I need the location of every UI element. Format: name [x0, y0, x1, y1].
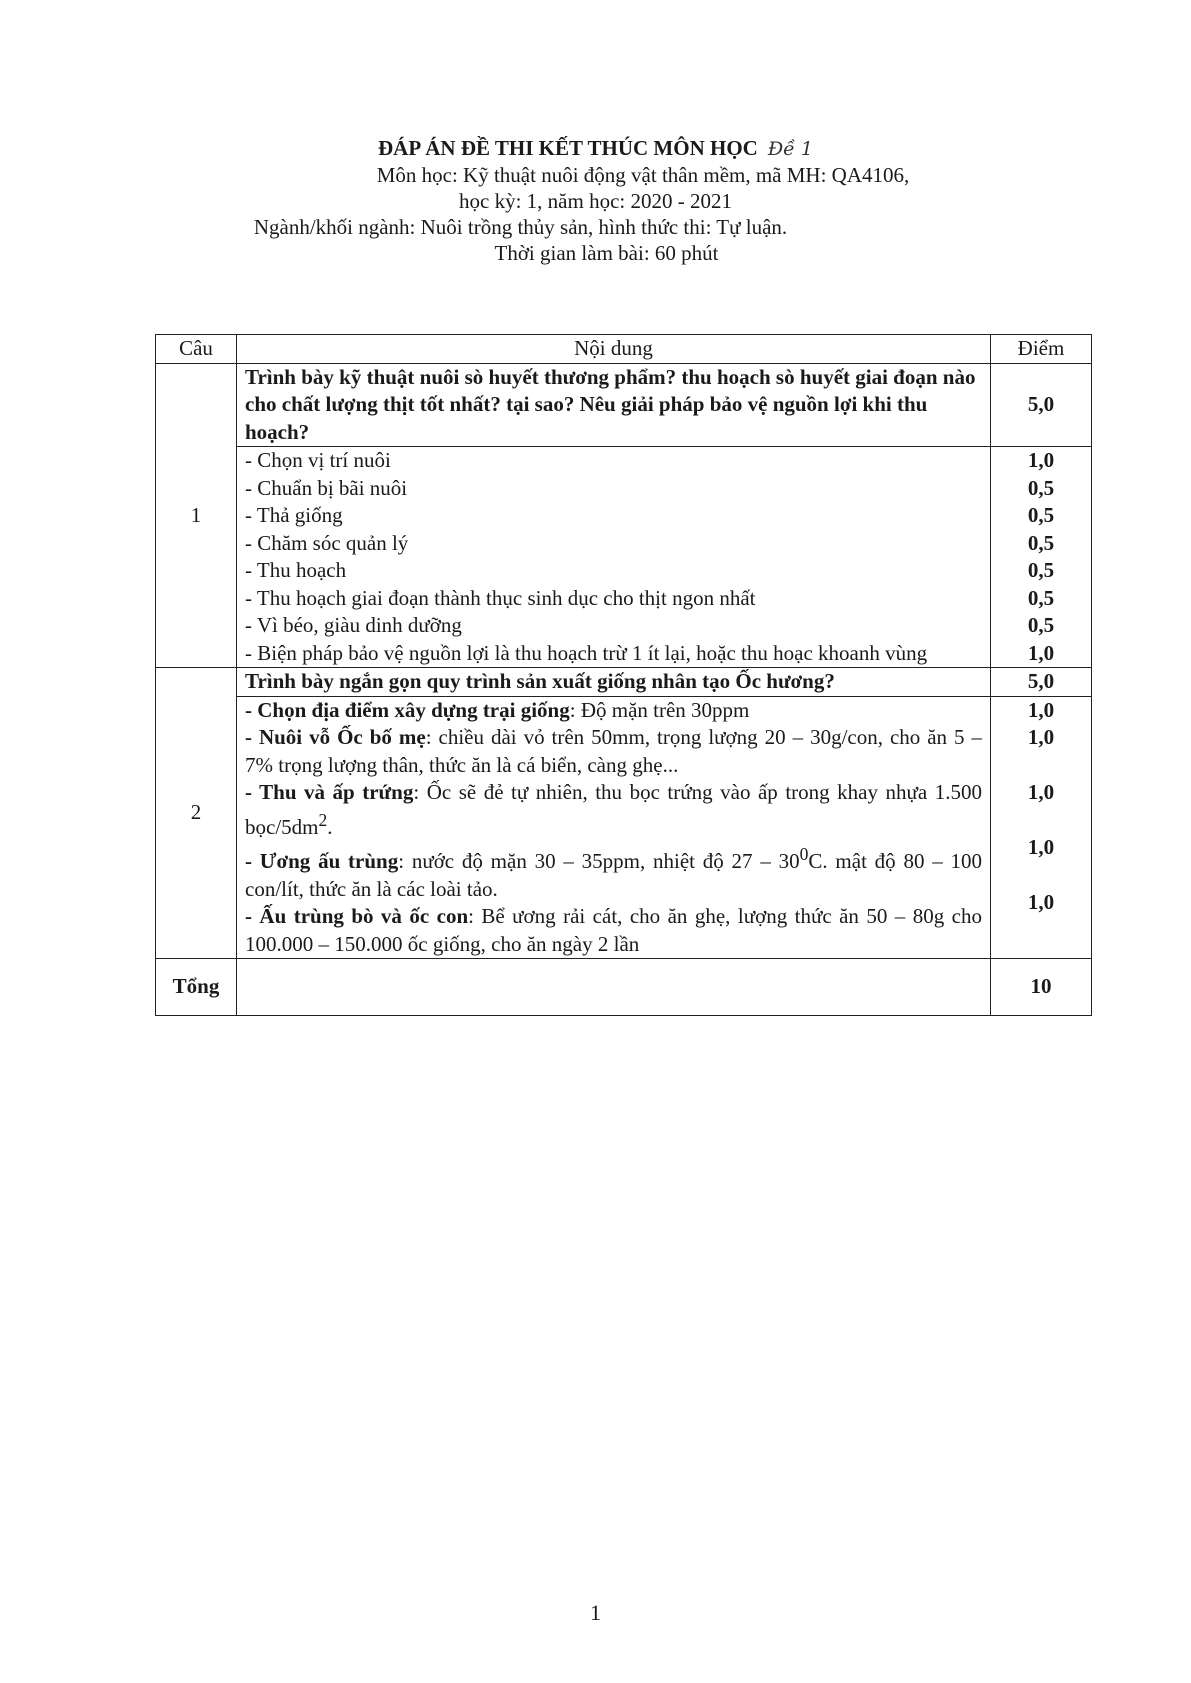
item-text: : Độ mặn trên 30ppm: [569, 697, 750, 722]
table-header-row: [156, 335, 1092, 364]
list-item: - Vì béo, giàu dinh dưỡng: [245, 613, 462, 637]
item-text: : Bể ương rải cát, cho ăn ghẹ, lượng thức ăn 50 – 80g cho 100.000 – 150.000 ốc giống, cho ăn ngày 2 lần: [245, 904, 982, 956]
superscript: 2: [318, 809, 328, 830]
superscript: 0: [799, 844, 809, 864]
answer-table: [155, 334, 1092, 1016]
list-item: - Thu hoạch: [245, 558, 347, 582]
header-noi-dung: Nội dung: [237, 335, 991, 364]
total-points: 10: [991, 959, 1092, 1016]
point-value: 0,5: [1027, 613, 1055, 637]
q2-answer-row: [156, 696, 1092, 959]
q1-answer-points: [991, 447, 1092, 668]
q2-question: Trình bày ngắn gọn quy trình sản xuất giống nhân tạo Ốc hương?: [237, 668, 991, 697]
q1-answer-items: [237, 447, 991, 668]
total-content: [237, 959, 991, 1016]
q1-question: Trình bày kỹ thuật nuôi sò huyết thương phẩm? thu hoạch sò huyết giai đoạn nào cho chất lượng thịt tốt nhất? tại sao? Nêu giải pháp bảo vệ nguồn lợi khi thu hoạch?: [237, 363, 991, 447]
item-label: - Ấu trùng bò và ốc con: [245, 904, 469, 928]
semester-info: học kỳ: 1, năm học: 2020 - 2021: [459, 189, 732, 213]
spacer: [999, 862, 1083, 890]
point-value: 1,0: [1027, 890, 1055, 914]
point-value: 1,0: [1027, 640, 1055, 665]
point-value: 1,0: [1027, 835, 1055, 859]
document-title: ĐÁP ÁN ĐỀ THI KẾT THÚC MÔN HỌC: [378, 136, 758, 160]
item-text: : nước độ mặn 30 – 35ppm, nhiệt độ 27 – 30: [398, 849, 800, 873]
point-value: 0,5: [1027, 585, 1055, 610]
total-label: Tổng: [156, 959, 237, 1016]
list-item: - Chuẩn bị bãi nuôi: [245, 475, 408, 500]
q2-question-points: 5,0: [991, 668, 1092, 697]
q1-question-points: 5,0: [991, 363, 1092, 447]
q2-answer-items: [237, 696, 991, 959]
exam-duration: Thời gian làm bài: 60 phút: [494, 241, 719, 265]
q2-number: 2: [156, 668, 237, 959]
item-label: - Chọn địa điểm xây dựng trại giống: [245, 697, 570, 722]
point-value: 1,0: [1027, 725, 1055, 749]
point-value: 0,5: [1027, 558, 1055, 582]
item-tail: .: [327, 814, 333, 839]
course-info: Môn học: Kỹ thuật nuôi động vật thân mềm, mã MH: QA4106,: [376, 163, 910, 187]
list-item: - Chọn vị trí nuôi: [245, 448, 391, 472]
item-label: - Nuôi vỗ Ốc bố mẹ: [245, 725, 426, 749]
point-value: 1,0: [1027, 780, 1055, 804]
list-item: [245, 697, 982, 725]
major-info: Ngành/khối ngành: Nuôi trồng thủy sản, hình thức thi: Tự luận.: [253, 215, 788, 239]
document-header: [0, 135, 1191, 266]
list-item: [245, 903, 982, 958]
q1-answer-row: [156, 447, 1092, 668]
list-item: [245, 724, 982, 779]
item-tail: C. mật độ 80 – 100 con/lít, thức ăn là các loài tảo.: [245, 849, 983, 901]
spacer: [999, 752, 1083, 780]
list-item: [245, 779, 982, 841]
point-value: 1,0: [1027, 448, 1055, 472]
total-row: [156, 959, 1092, 1016]
item-label: - Ương ấu trùng: [245, 849, 399, 873]
list-item: - Biện pháp bảo vệ nguồn lợi là thu hoạch trừ 1 ít lại, hoặc thu hoạc khoanh vùng: [245, 640, 928, 665]
spacer: [999, 807, 1083, 835]
point-value: 1,0: [1027, 697, 1055, 722]
page-number: 1: [590, 1600, 601, 1625]
q1-question-row: [156, 363, 1092, 447]
point-value: 0,5: [1027, 530, 1055, 555]
list-item: - Thả giống: [245, 503, 343, 527]
list-item: - Chăm sóc quản lý: [245, 530, 409, 555]
q2-question-row: [156, 668, 1092, 697]
item-text: : Ốc sẽ đẻ tự nhiên, thu bọc trứng vào ấp trong khay nhựa 1.500 bọc/5dm: [245, 780, 982, 839]
item-text: : chiều dài vỏ trên 50mm, trọng lượng 20 – 30g/con, cho ăn 5 – 7% trọng lượng thân, thức ăn là cá biển, càng ghẹ...: [245, 725, 983, 777]
list-item: - Thu hoạch giai đoạn thành thục sinh dục cho thịt ngon nhất: [245, 585, 756, 610]
document-title-line: [0, 135, 1191, 162]
list-item: [245, 841, 982, 903]
item-label: - Thu và ấp trứng: [245, 780, 414, 804]
q1-number: 1: [156, 363, 237, 668]
handwritten-exam-code: Đề 1: [767, 138, 813, 160]
header-diem: Điểm: [991, 335, 1092, 364]
header-cau: Câu: [156, 335, 237, 364]
point-value: 0,5: [1027, 503, 1055, 527]
point-value: 0,5: [1027, 475, 1055, 500]
q2-answer-points: [991, 696, 1092, 959]
